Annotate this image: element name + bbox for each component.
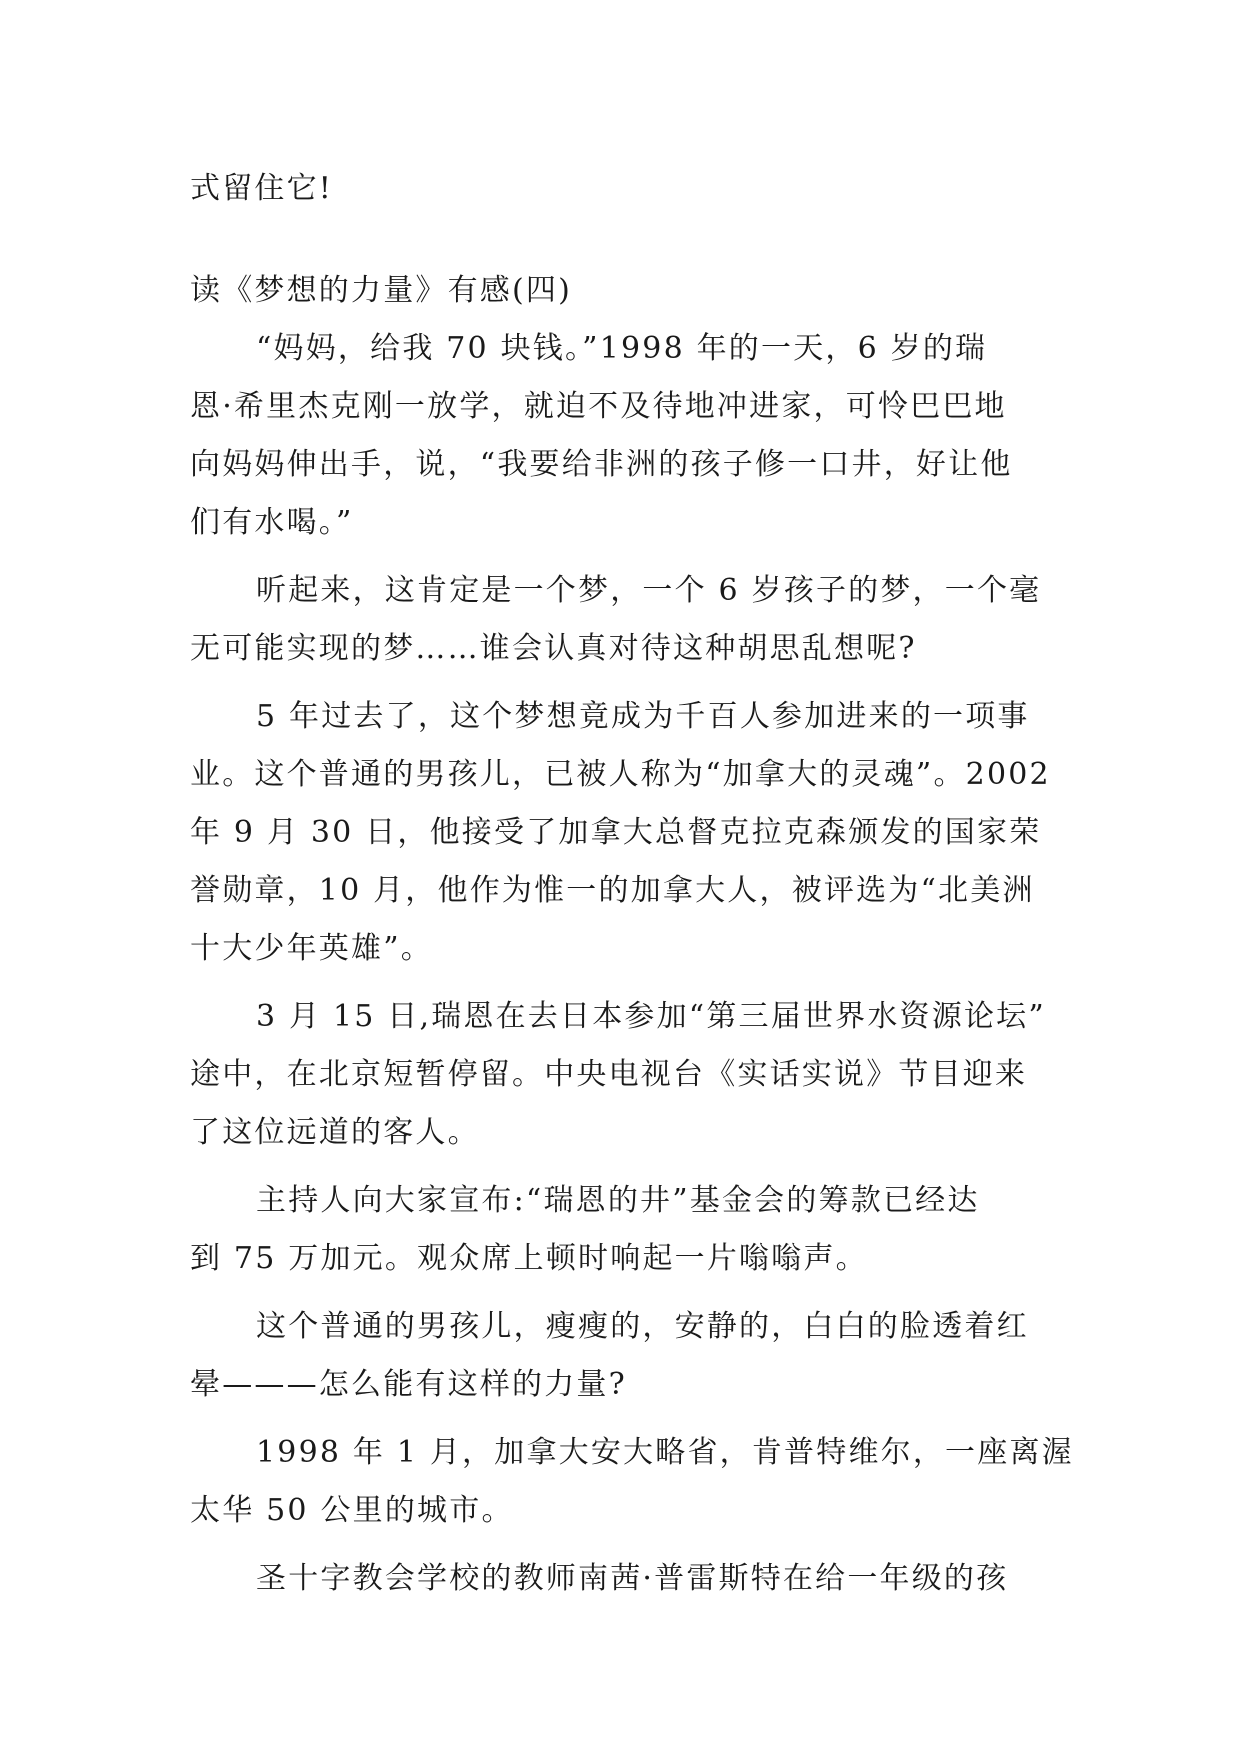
document-body [190, 160, 1074, 1608]
paragraph-line: 向妈妈伸出手，说，“我要给非洲的孩子修一口井，好让他 [190, 447, 1013, 482]
paragraph-line: “妈妈，给我 70 块钱。”1998 年的一天，6 岁的瑞 [256, 331, 988, 366]
paragraph-7 [190, 1424, 1074, 1540]
paragraph-3 [190, 688, 1050, 978]
paragraph-line: 听起来，这肯定是一个梦，一个 6 岁孩子的梦，一个毫 [256, 573, 1042, 608]
paragraph-line: 主持人向大家宣布:“瑞恩的井”基金会的筹款已经达 [256, 1183, 980, 1218]
paragraph-line: 途中，在北京短暂停留。中央电视台《实话实说》节目迎来 [190, 1057, 1028, 1092]
paragraph-2 [190, 562, 1050, 678]
paragraph-line: 晕———怎么能有这样的力量? [190, 1367, 627, 1402]
paragraph-line: 十大少年英雄”。 [190, 931, 433, 966]
paragraph-1 [190, 320, 1050, 552]
section-heading: 读《梦想的力量》有感(四) [190, 273, 573, 308]
paragraph-8 [190, 1550, 1050, 1608]
paragraph-line: 圣十字教会学校的教师南茜·普雷斯特在给一年级的孩 [256, 1561, 1009, 1596]
paragraph-6 [190, 1298, 1050, 1414]
paragraph-line: 年 9 月 30 日，他接受了加拿大总督克拉克森颁发的国家荣 [190, 815, 1042, 850]
paragraph-line: 恩·希里杰克刚一放学，就迫不及待地冲进家，可怜巴巴地 [190, 389, 1007, 424]
paragraph-line: 到 75 万加元。观众席上顿时响起一片嗡嗡声。 [190, 1241, 868, 1276]
paragraph-line: 这个普通的男孩儿，瘦瘦的，安静的，白白的脸透着红 [256, 1309, 1029, 1344]
paragraph-line: 们有水喝。” [190, 505, 354, 540]
paragraph-line: 了这位远道的客人。 [190, 1115, 480, 1150]
paragraph-line: 1998 年 1 月，加拿大安大略省，肯普特维尔，一座离渥 [256, 1435, 1074, 1470]
paragraph-line: 5 年过去了，这个梦想竟成为千百人参加进来的一项事 [256, 699, 1030, 734]
paragraph-line: 3 月 15 日,瑞恩在去日本参加“第三届世界水资源论坛” [256, 999, 1046, 1034]
paragraph-line: 太华 50 公里的城市。 [190, 1493, 514, 1528]
paragraph-line: 业。这个普通的男孩儿，已被人称为“加拿大的灵魂”。2002 [190, 757, 1051, 792]
paragraph-4 [190, 988, 1050, 1162]
continuation-line: 式留住它! [190, 171, 334, 206]
paragraph-line: 誉勋章，10 月，他作为惟一的加拿大人，被评选为“北美洲 [190, 873, 1035, 908]
paragraph-line: 无可能实现的梦……谁会认真对待这种胡思乱想呢? [190, 631, 917, 666]
paragraph-5 [190, 1172, 1050, 1288]
